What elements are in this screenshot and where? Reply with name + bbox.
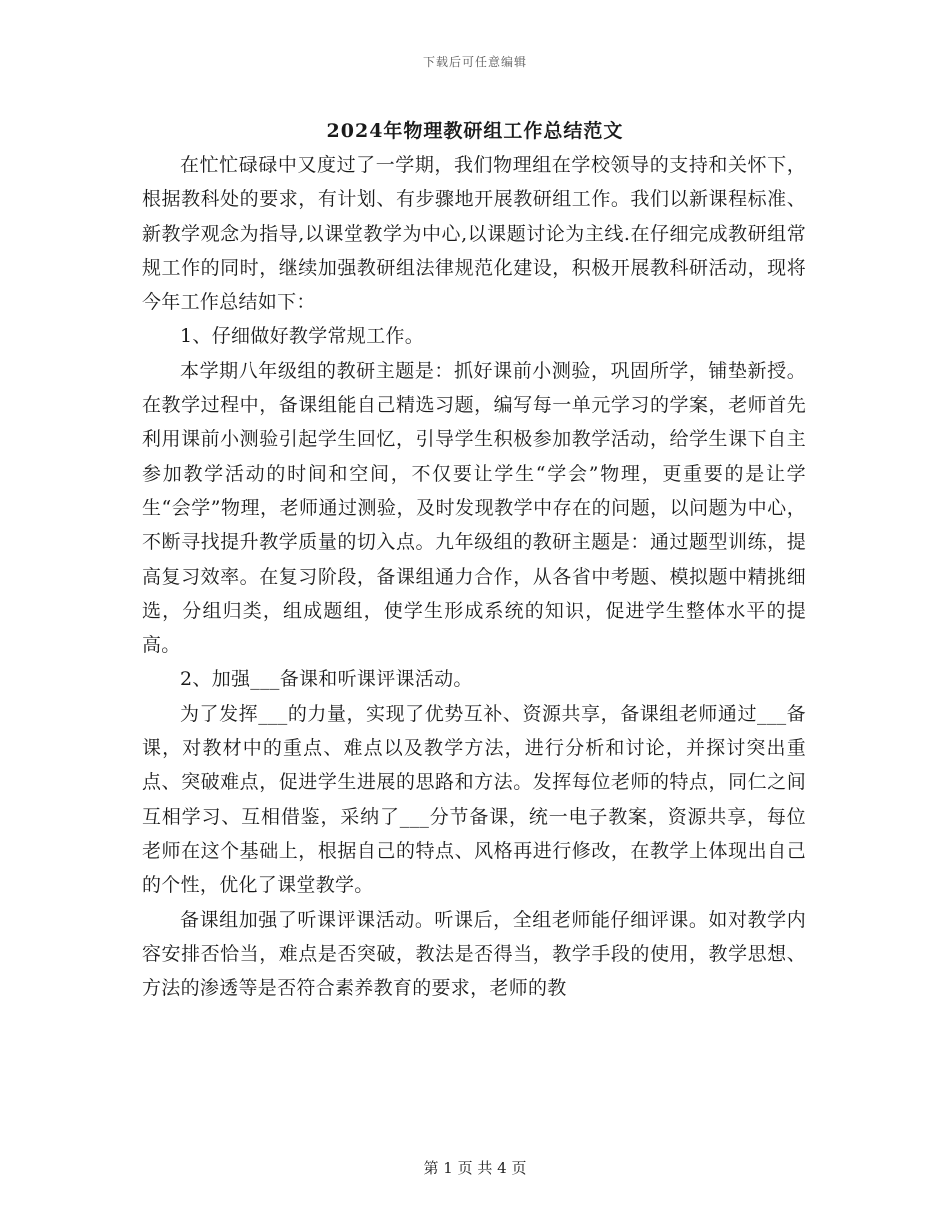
page-footer: 第 1 页 共 4 页 <box>423 1159 527 1177</box>
paragraph-intro: 在忙忙碌碌中又度过了一学期，我们物理组在学校领导的支持和关怀下，根据教科处的要求，有计划、有步骤地开展教研组工作。我们以新课程标准、新教学观念为指导,以课堂教学为中心,以课题讨论为主线.在仔细完成教研组常规工作的同时，继续加强教研组法律规范化建设，积极开展教科研活动，现将今年工作总结如下： <box>142 154 806 314</box>
header-note: 下载后可任意编辑 <box>422 55 527 69</box>
document-body <box>142 148 806 1005</box>
section-heading-2: 2、加强___备课和听课评课活动。 <box>180 668 473 691</box>
paragraph-section-2b: 备课组加强了听课评课活动。听课后，全组老师能仔细评课。如对教学内容安排否恰当，难点是否突破，教法是否得当，教学手段的使用，教学思想、方法的渗透等是否符合素养教育的要求，老师的教 <box>142 908 806 1000</box>
paragraph-section-1: 本学期八年级组的教研主题是：抓好课前小测验，巩固所学，铺垫新授。在教学过程中，备课组能自己精选习题，编写每一单元学习的学案，老师首先利用课前小测验引起学生回忆，引导学生积极参加教学活动，给学生课下自主参加教学活动的时间和空间，不仅要让学生“学会”物理，更重要的是让学生“会学”物理，老师通过测验，及时发现教学中存在的问题，以问题为中心，不断寻找提升教学质量的切入点。九年级组的教研主题是：通过题型训练，提高复习效率。在复习阶段，备课组通力合作，从各省中考题、模拟题中精挑细选，分组归类，组成题组，使学生形成系统的知识，促进学生整体水平的提高。 <box>142 359 806 657</box>
document-title: 2024年物理教研组工作总结范文 <box>326 120 624 142</box>
paragraph-section-2a: 为了发挥___的力量，实现了优势互补、资源共享，备课组老师通过___备课，对教材中的重点、难点以及教学方法，进行分析和讨论，并探讨突出重点、突破难点，促进学生进展的思路和方法。发挥每位老师的特点，同仁之间互相学习、互相借鉴，采纳了___分节备课，统一电子教案，资源共享，每位老师在这个基础上，根据自己的特点、风格再进行修改，在教学上体现出自己的个性，优化了课堂教学。 <box>142 702 806 897</box>
section-heading-1: 1、仔细做好教学常规工作。 <box>180 325 424 348</box>
